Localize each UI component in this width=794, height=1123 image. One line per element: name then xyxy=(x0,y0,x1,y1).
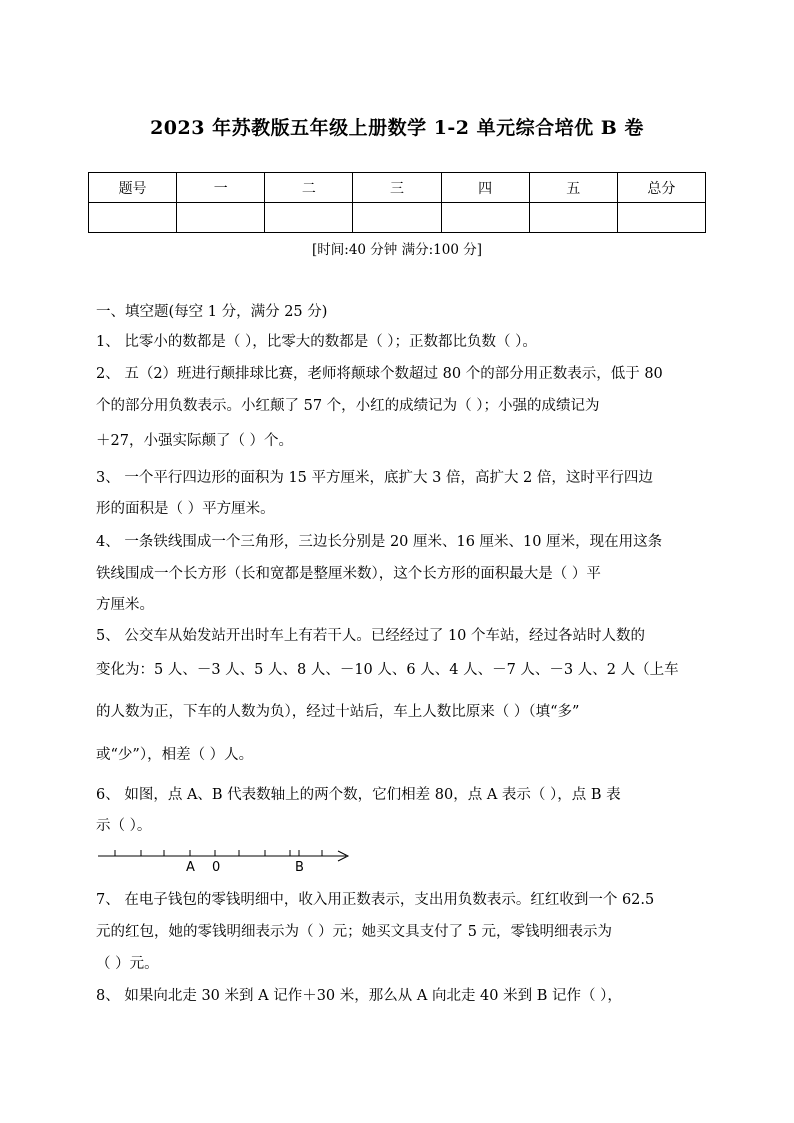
question-2-line-1: 2、 五（2）班进行颠排球比赛，老师将颠球个数超过 80 个的部分用正数表示，低于 80 xyxy=(96,366,663,382)
question-4-line-3: 方厘米。 xyxy=(96,597,154,613)
question-7-line-1: 7、 在电子钱包的零钱明细中，收入用正数表示，支出用负数表示。红红收到一个 62.5 xyxy=(96,892,655,908)
question-7-line-2: 元的红包，她的零钱明细表示为（ ）元；她买文具支付了 5 元，零钱明细表示为 xyxy=(96,924,613,940)
question-4-line-2: 铁线围成一个长方形（长和宽都是整厘米数），这个长方形的面积最大是（ ）平 xyxy=(96,566,601,582)
question-3-line-1: 3、 一个平行四边形的面积为 15 平方厘米，底扩大 3 倍，高扩大 2 倍，这时平行四边 xyxy=(96,470,653,486)
score-value-cell[interactable] xyxy=(177,203,265,233)
question-5-line-3: 的人数为正，下车的人数为负），经过十站后，车上人数比原来（ ）（填“多” xyxy=(96,704,580,720)
point-a-label: A xyxy=(186,860,195,875)
page-title: 2023 年苏教版五年级上册数学 1-2 单元综合培优 B 卷 xyxy=(150,117,644,139)
question-5-line-2: 变化为：5 人、－3 人、5 人、8 人、－10 人、6 人、4 人、－7 人、－3 人、2 人（上车 xyxy=(96,662,679,678)
question-4-line-1: 4、 一条铁线围成一个三角形，三边长分别是 20 厘米、16 厘米、10 厘米，现在用这条 xyxy=(96,534,663,550)
question-7-line-3: （ ）元。 xyxy=(96,956,159,972)
question-5-line-4: 或“少”），相差（ ）人。 xyxy=(96,747,254,763)
point-b-label: B xyxy=(295,860,304,875)
question-8-line-1: 8、 如果向北走 30 米到 A 记作＋30 米，那么从 A 向北走 40 米到 B 记作（ ）， xyxy=(96,988,622,1004)
score-value-cell[interactable] xyxy=(617,203,705,233)
question-2-line-2: 个的部分用负数表示。小红颠了 57 个，小红的成绩记为（ ）；小强的成绩记为 xyxy=(96,398,600,414)
question-1: 1、 比零小的数都是（ ），比零大的数都是（ ）；正数都比负数（ ）。 xyxy=(96,334,537,350)
score-table xyxy=(88,172,706,233)
score-value-cell[interactable] xyxy=(441,203,529,233)
score-table-value-row xyxy=(89,203,706,233)
question-6-line-1: 6、 如图，点 A、B 代表数轴上的两个数，它们相差 80，点 A 表示（ ），点 B 表 xyxy=(96,787,621,803)
score-header-cell: 三 xyxy=(353,173,441,203)
time-info: [时间:40 分钟 满分:100 分] xyxy=(312,242,482,258)
score-header-cell: 题号 xyxy=(89,173,177,203)
score-table-header-row xyxy=(89,173,706,203)
score-header-cell: 五 xyxy=(529,173,617,203)
score-value-cell[interactable] xyxy=(353,203,441,233)
score-value-cell[interactable] xyxy=(265,203,353,233)
score-header-cell: 四 xyxy=(441,173,529,203)
section-heading: 一、填空题(每空 1 分，满分 25 分) xyxy=(96,304,328,320)
question-3-line-2: 形的面积是（ ）平方厘米。 xyxy=(96,501,275,517)
question-5-line-1: 5、 公交车从始发站开出时车上有若干人。已经经过了 10 个车站，经过各站时人数的 xyxy=(96,628,646,644)
score-value-cell[interactable] xyxy=(529,203,617,233)
score-header-cell: 总分 xyxy=(617,173,705,203)
number-line-figure xyxy=(98,845,354,875)
score-header-cell: 二 xyxy=(265,173,353,203)
score-value-cell[interactable] xyxy=(89,203,177,233)
score-header-cell: 一 xyxy=(177,173,265,203)
zero-label: 0 xyxy=(212,860,221,875)
question-2-line-3: ＋27，小强实际颠了（ ）个。 xyxy=(96,433,294,449)
question-6-line-2: 示（ ）。 xyxy=(96,818,152,834)
